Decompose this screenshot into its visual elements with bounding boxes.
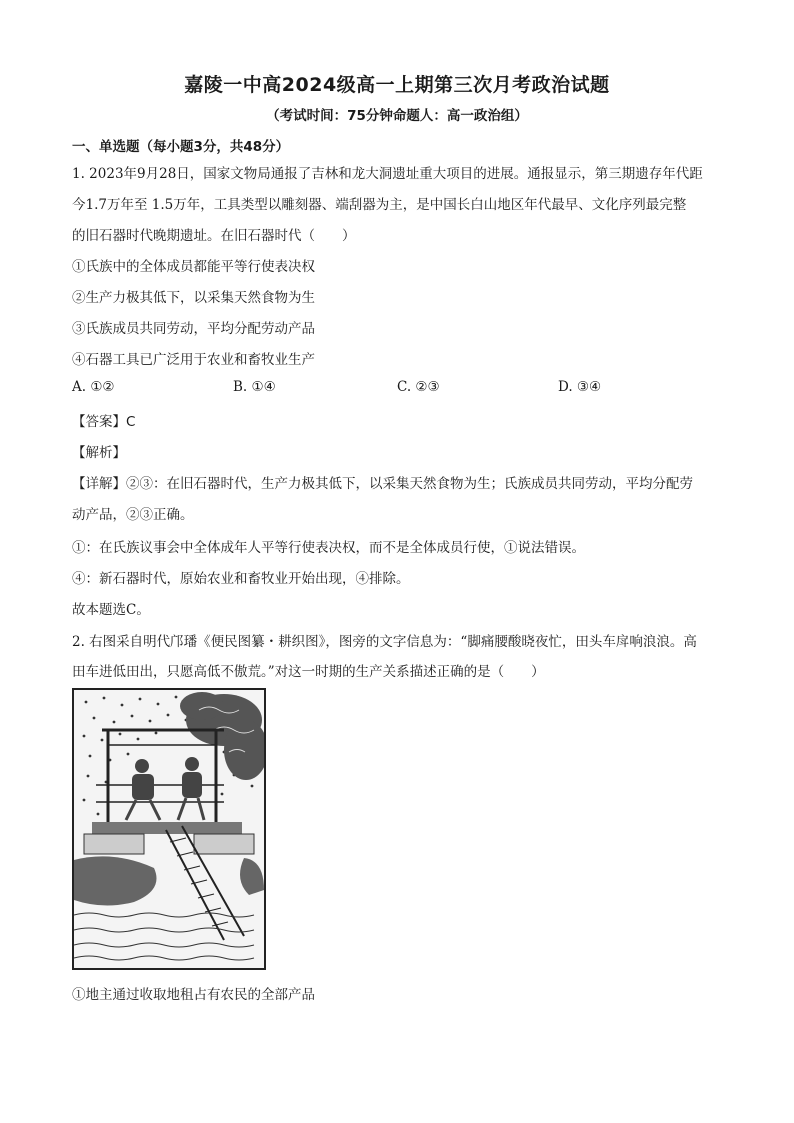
q1-option-d: D. ③④ <box>558 379 602 395</box>
q1-detail-line: ①：在氏族议事会中全体成年人平等行使表决权，而不是全体成员行使，①说法错误。 <box>72 540 585 556</box>
section-heading: 一、单选题（每小题3分，共48分） <box>72 139 290 155</box>
q1-statement: ②生产力极其低下，以采集天然食物为生 <box>72 290 315 306</box>
q1-option-a: A. ①② <box>72 379 115 395</box>
exam-info-subtitle: （考试时间：75分钟命题人：高一政治组） <box>266 108 528 124</box>
woodblock-illustration <box>72 688 266 970</box>
q1-stem-line: 今1.7万年至 1.5万年，工具类型以雕刻器、端刮器为主，是中国长白山地区年代最早、文化序列最完整 <box>72 197 687 213</box>
q1-statement: ③氏族成员共同劳动，平均分配劳动产品 <box>72 321 315 337</box>
q2-statement: ①地主通过收取地租占有农民的全部产品 <box>72 987 315 1003</box>
q1-stem-line: 的旧石器时代晚期遗址。在旧石器时代（ ） <box>72 228 356 244</box>
q1-stem-line: 1. 2023年9月28日，国家文物局通报了吉林和龙大洞遗址重大项目的进展。通报显示，第三期遗存年代距 <box>72 166 703 182</box>
q1-detail-line: 动产品，②③正确。 <box>72 507 194 523</box>
q1-answer: 【答案】C <box>72 414 136 430</box>
q2-stem-line: 田车进低田出，只愿高低不傲荒。”对这一时期的生产关系描述正确的是（ ） <box>72 664 545 680</box>
q1-statement: ①氏族中的全体成员都能平等行使表决权 <box>72 259 315 275</box>
q1-detail-line: ④：新石器时代，原始农业和畜牧业开始出现，④排除。 <box>72 571 410 587</box>
q1-detail-line: 【详解】②③：在旧石器时代，生产力极其低下，以采集天然食物为生；氏族成员共同劳动，平均分配劳 <box>72 476 693 492</box>
page-title: 嘉陵一中高2024级高一上期第三次月考政治试题 <box>184 74 610 96</box>
q1-option-c: C. ②③ <box>397 379 440 395</box>
q2-stem-line: 2. 右图采自明代邝璠《便民图纂・耕织图》，图旁的文字信息为：“脚痛腰酸晓夜忙，田头车戽响浪浪。高 <box>72 634 697 650</box>
q1-option-b: B. ①④ <box>233 379 276 395</box>
q1-statement: ④石器工具已广泛用于农业和畜牧业生产 <box>72 352 315 368</box>
q1-conclusion: 故本题选C。 <box>72 602 150 618</box>
irrigation-wheel-picture <box>74 690 264 968</box>
q1-analysis-label: 【解析】 <box>72 445 126 461</box>
